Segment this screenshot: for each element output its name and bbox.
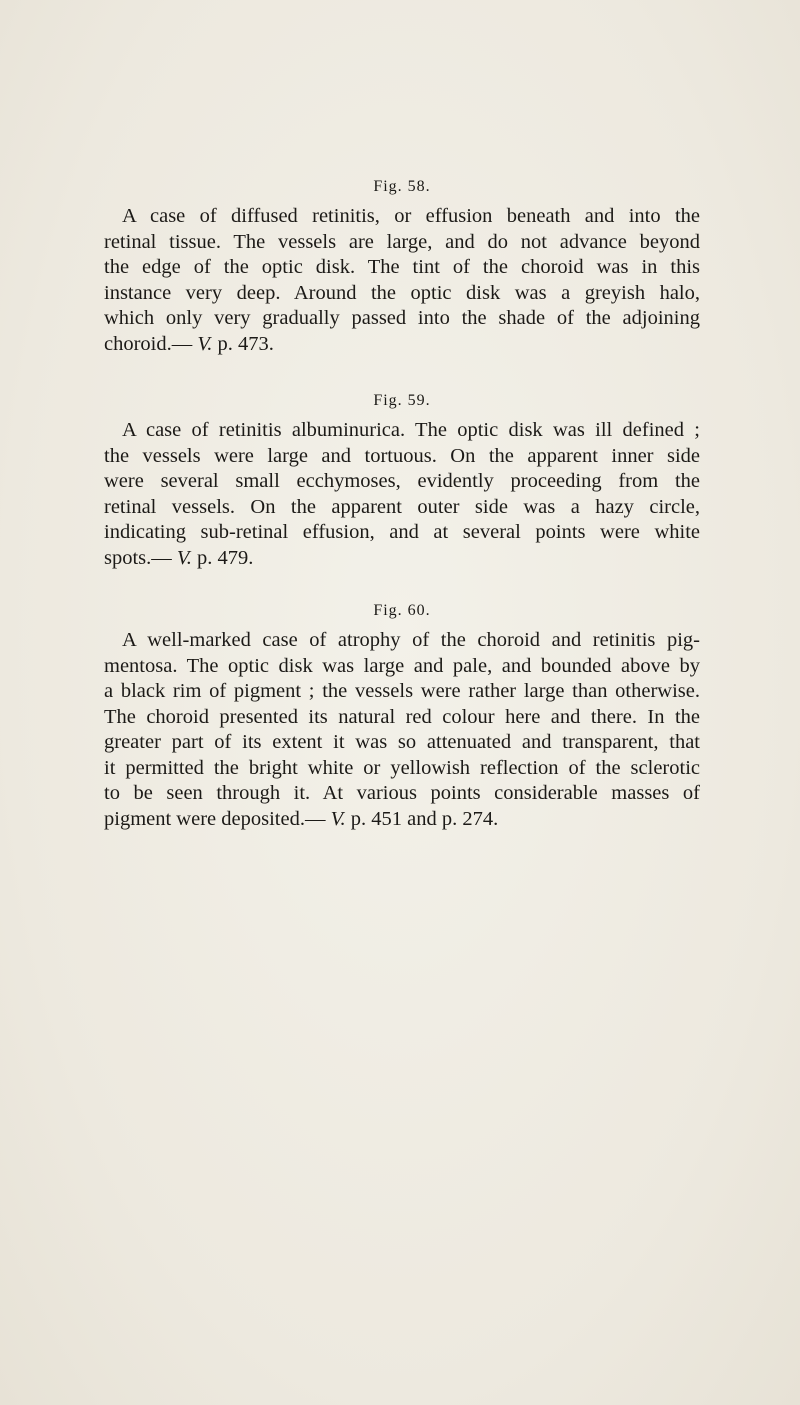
text-line: The choroid presented its natural red colour here and there. In the	[104, 705, 700, 728]
figure-59-heading: Fig. 59.	[373, 392, 431, 409]
text-fragment: pigment were deposited.—	[104, 807, 331, 830]
figure-59-description	[104, 418, 700, 571]
text-line: retinal vessels. On the apparent outer side was a hazy circle,	[104, 495, 700, 518]
text-line: retinal tissue. The vessels are large, and do not advance beyond	[104, 230, 700, 253]
text-line: indicating sub-retinal effusion, and at several points were white	[104, 521, 700, 543]
text-line: to be seen through it. At various points considerable masses of	[104, 782, 700, 804]
text-line: mentosa. The optic disk was large and pale, and bounded above by	[104, 654, 700, 677]
text-line-reference	[104, 546, 700, 572]
reference-pages: p. 473.	[212, 332, 274, 355]
text-line: greater part of its extent it was so attenuated and transparent, that	[104, 731, 700, 753]
text-line: it permitted the bright white or yellowish reflection of the sclerotic	[104, 756, 700, 779]
figure-60-heading: Fig. 60.	[373, 602, 431, 619]
figure-58-section	[104, 176, 700, 357]
text-line: instance very deep. Around the optic disk was a greyish halo,	[104, 281, 700, 304]
text-line: A well-marked case of atrophy of the choroid and retinitis pig-	[122, 629, 700, 651]
text-line: the edge of the optic disk. The tint of the choroid was in this	[104, 256, 700, 278]
text-line: a black rim of pigment ; the vessels were rather large than otherwise.	[104, 680, 700, 702]
text-line: A case of retinitis albuminurica. The optic disk was ill defined ;	[122, 419, 700, 441]
text-line-reference	[104, 807, 700, 833]
text-line: A case of diffused retinitis, or effusion beneath and into the	[122, 205, 700, 227]
figure-60-description	[104, 628, 700, 832]
text-fragment: choroid.—	[104, 332, 198, 355]
figure-58-heading: Fig. 58.	[373, 178, 431, 195]
reference-author: V.	[197, 332, 213, 355]
reference-author: V.	[330, 807, 346, 830]
text-line-reference	[104, 332, 700, 358]
text-fragment: spots.—	[104, 546, 177, 569]
text-block	[104, 176, 700, 865]
reference-author: V.	[176, 546, 192, 569]
figure-60-section	[104, 600, 700, 832]
reference-pages: p. 451 and p. 274.	[345, 807, 499, 830]
text-line: which only very gradually passed into the shade of the adjoining	[104, 307, 700, 329]
figure-58-description	[104, 204, 700, 357]
figure-59-section	[104, 390, 700, 571]
reference-pages: p. 479.	[191, 546, 254, 569]
text-line: were several small ecchymoses, evidently proceeding from the	[104, 470, 700, 492]
text-line: the vessels were large and tortuous. On the apparent inner side	[104, 444, 700, 467]
